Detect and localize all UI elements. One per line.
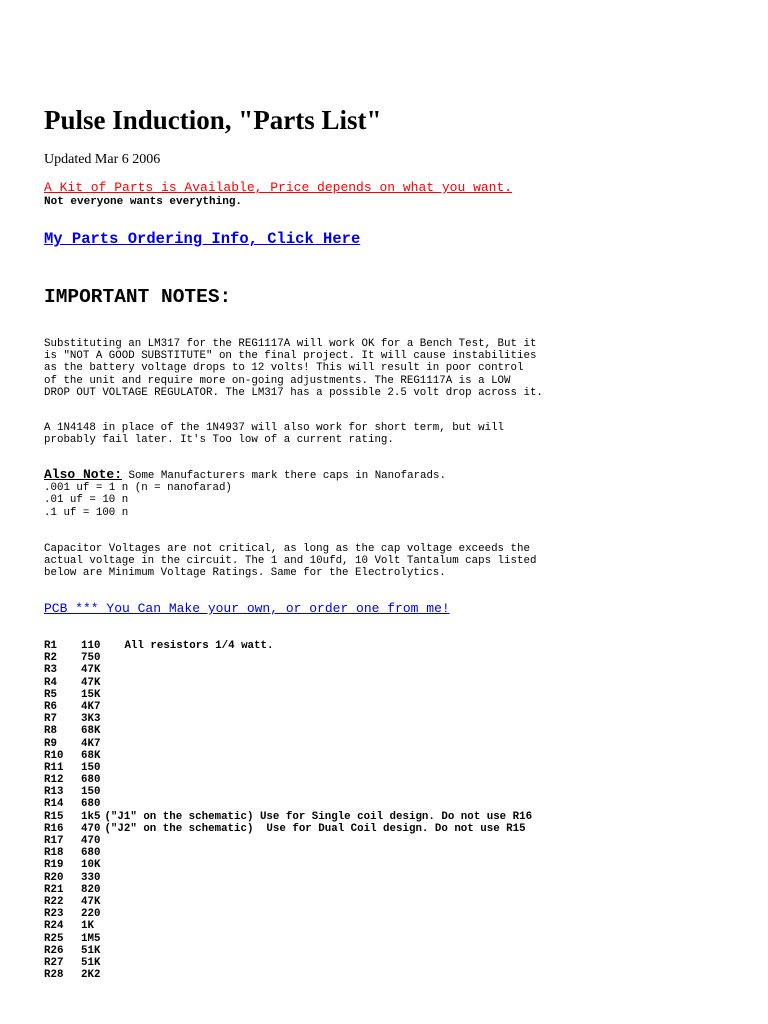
resistor-ref: R10 [44, 749, 64, 762]
resistor-row [44, 798, 532, 810]
resistor-ref: R2 [44, 652, 57, 665]
resistor-value: 47K [81, 676, 101, 689]
resistor-ref: R28 [44, 969, 64, 982]
resistor-value: 680 [81, 847, 101, 860]
resistor-row [44, 872, 532, 884]
resistor-row [44, 859, 532, 871]
resistor-ref: R17 [44, 835, 64, 847]
resistor-value: 680 [81, 774, 101, 787]
resistor-ref: R6 [44, 700, 57, 713]
also-note-text: Some Manufacturers mark there caps in Nanofarads. .001 uf = 1 n (n = nanofarad) .01 uf = 10 n .1 uf = 100 n [44, 470, 446, 519]
resistor-value: 470 [81, 822, 101, 835]
nanofarad-note [44, 469, 446, 519]
resistor-value: 150 [81, 761, 101, 774]
kit-of-parts-link[interactable]: A Kit of Parts is Available, Price depends on what you want. [44, 180, 513, 195]
lm317-substitution-note: Substituting an LM317 for the REG1117A will work OK for a Bench Test, But it is "NOT A GOOD SUBSTITUTE" on the final project. It will cause instabilities as the battery voltage drops to 12 volts! This will result in poor control of the unit and require more on-going adjustments. The REG1117A is a LOW DROP OUT VOLTAGE REGULATOR. The LM317 has a possible 2.5 volt drop across it. [44, 338, 543, 399]
resistor-ref: R13 [44, 786, 64, 799]
resistor-ref: R12 [44, 774, 64, 787]
resistor-row [44, 701, 532, 713]
resistor-row [44, 969, 532, 981]
resistor-row [44, 750, 532, 762]
important-notes-heading: IMPORTANT NOTES: [44, 286, 232, 308]
resistor-value: 820 [81, 883, 101, 896]
resistor-value: 15K [81, 688, 101, 701]
resistor-value: 4K7 [81, 737, 101, 750]
resistor-row [44, 920, 532, 932]
resistor-note: ("J1" on the schematic) Use for Single coil design. Do not use R16 [104, 810, 533, 823]
resistor-value: 1M5 [81, 932, 101, 945]
resistor-row [44, 933, 532, 945]
resistor-row [44, 689, 532, 701]
resistor-ref: R11 [44, 761, 64, 774]
parts-ordering-info-link[interactable]: My Parts Ordering Info, Click Here [44, 230, 361, 248]
resistor-row [44, 908, 532, 920]
resistor-value: 220 [81, 908, 101, 921]
resistor-value: 10K [81, 859, 101, 872]
resistor-value: 1K [81, 920, 94, 933]
resistor-ref: R24 [44, 920, 64, 933]
resistor-row [44, 835, 532, 847]
resistor-row [44, 823, 532, 835]
resistor-row [44, 652, 532, 664]
resistor-ref: R25 [44, 932, 64, 945]
resistor-ref: R23 [44, 908, 64, 921]
resistor-ref: R15 [44, 810, 64, 823]
resistor-value: 1k5 [81, 810, 101, 823]
resistor-ref: R1 [44, 640, 57, 652]
resistor-ref: R3 [44, 664, 57, 677]
resistor-value: 150 [81, 786, 101, 799]
resistor-ref: R22 [44, 895, 64, 908]
resistor-ref: R14 [44, 798, 64, 811]
resistor-row [44, 664, 532, 676]
resistor-row [44, 786, 532, 798]
resistor-ref: R18 [44, 847, 64, 860]
resistor-value: 4K7 [81, 700, 101, 713]
page-title: Pulse Induction, "Parts List" [44, 105, 382, 135]
resistor-row [44, 762, 532, 774]
resistor-ref: R20 [44, 871, 64, 884]
resistor-list [44, 640, 532, 981]
resistor-row [44, 677, 532, 689]
resistor-row [44, 640, 532, 652]
resistor-ref: R8 [44, 725, 57, 738]
resistor-row [44, 725, 532, 737]
resistor-row [44, 896, 532, 908]
resistor-value: 51K [81, 944, 101, 957]
resistor-row [44, 884, 532, 896]
resistor-value: 68K [81, 749, 101, 762]
resistor-value: 3K3 [81, 713, 101, 726]
resistor-value: 51K [81, 956, 101, 969]
resistor-row [44, 774, 532, 786]
resistor-row [44, 945, 532, 957]
resistor-row [44, 847, 532, 859]
resistor-value: 750 [81, 652, 101, 665]
resistor-value: 680 [81, 798, 101, 811]
resistor-note: ("J2" on the schematic) Use for Dual Coil design. Do not use R15 [104, 822, 526, 835]
resistor-value: 47K [81, 895, 101, 908]
resistor-value: 2K2 [81, 969, 101, 982]
updated-date: Updated Mar 6 2006 [44, 152, 161, 167]
resistor-ref: R26 [44, 944, 64, 957]
resistor-value: 110 [81, 640, 101, 652]
resistor-ref: R19 [44, 859, 64, 872]
resistor-value: 68K [81, 725, 101, 738]
capacitor-voltage-note: Capacitor Voltages are not critical, as long as the cap voltage exceeds the actual voltage in the circuit. The 1 and 10ufd, 10 Volt Tantalum caps listed below are Minimum Voltage Ratings. Same for the Electrolytics. [44, 543, 537, 580]
pcb-order-link[interactable]: PCB *** You Can Make your own, or order one from me! [44, 601, 450, 616]
resistor-ref: R5 [44, 688, 57, 701]
resistor-row [44, 811, 532, 823]
resistor-ref: R4 [44, 676, 57, 689]
resistor-ref: R27 [44, 956, 64, 969]
kit-subtext: Not everyone wants everything. [44, 196, 243, 208]
resistor-row [44, 738, 532, 750]
resistor-note: All resistors 1/4 watt. [124, 640, 274, 652]
resistor-ref: R9 [44, 737, 57, 750]
resistor-value: 330 [81, 871, 101, 884]
resistor-ref: R21 [44, 883, 64, 896]
resistor-ref: R16 [44, 822, 64, 835]
also-note-label: Also Note: [44, 467, 123, 482]
resistor-value: 470 [81, 835, 101, 847]
diode-substitution-note: A 1N4148 in place of the 1N4937 will also work for short term, but will probably fail later. It's Too low of a current rating. [44, 422, 505, 447]
resistor-row [44, 957, 532, 969]
resistor-value: 47K [81, 664, 101, 677]
resistor-row [44, 713, 532, 725]
resistor-ref: R7 [44, 713, 57, 726]
